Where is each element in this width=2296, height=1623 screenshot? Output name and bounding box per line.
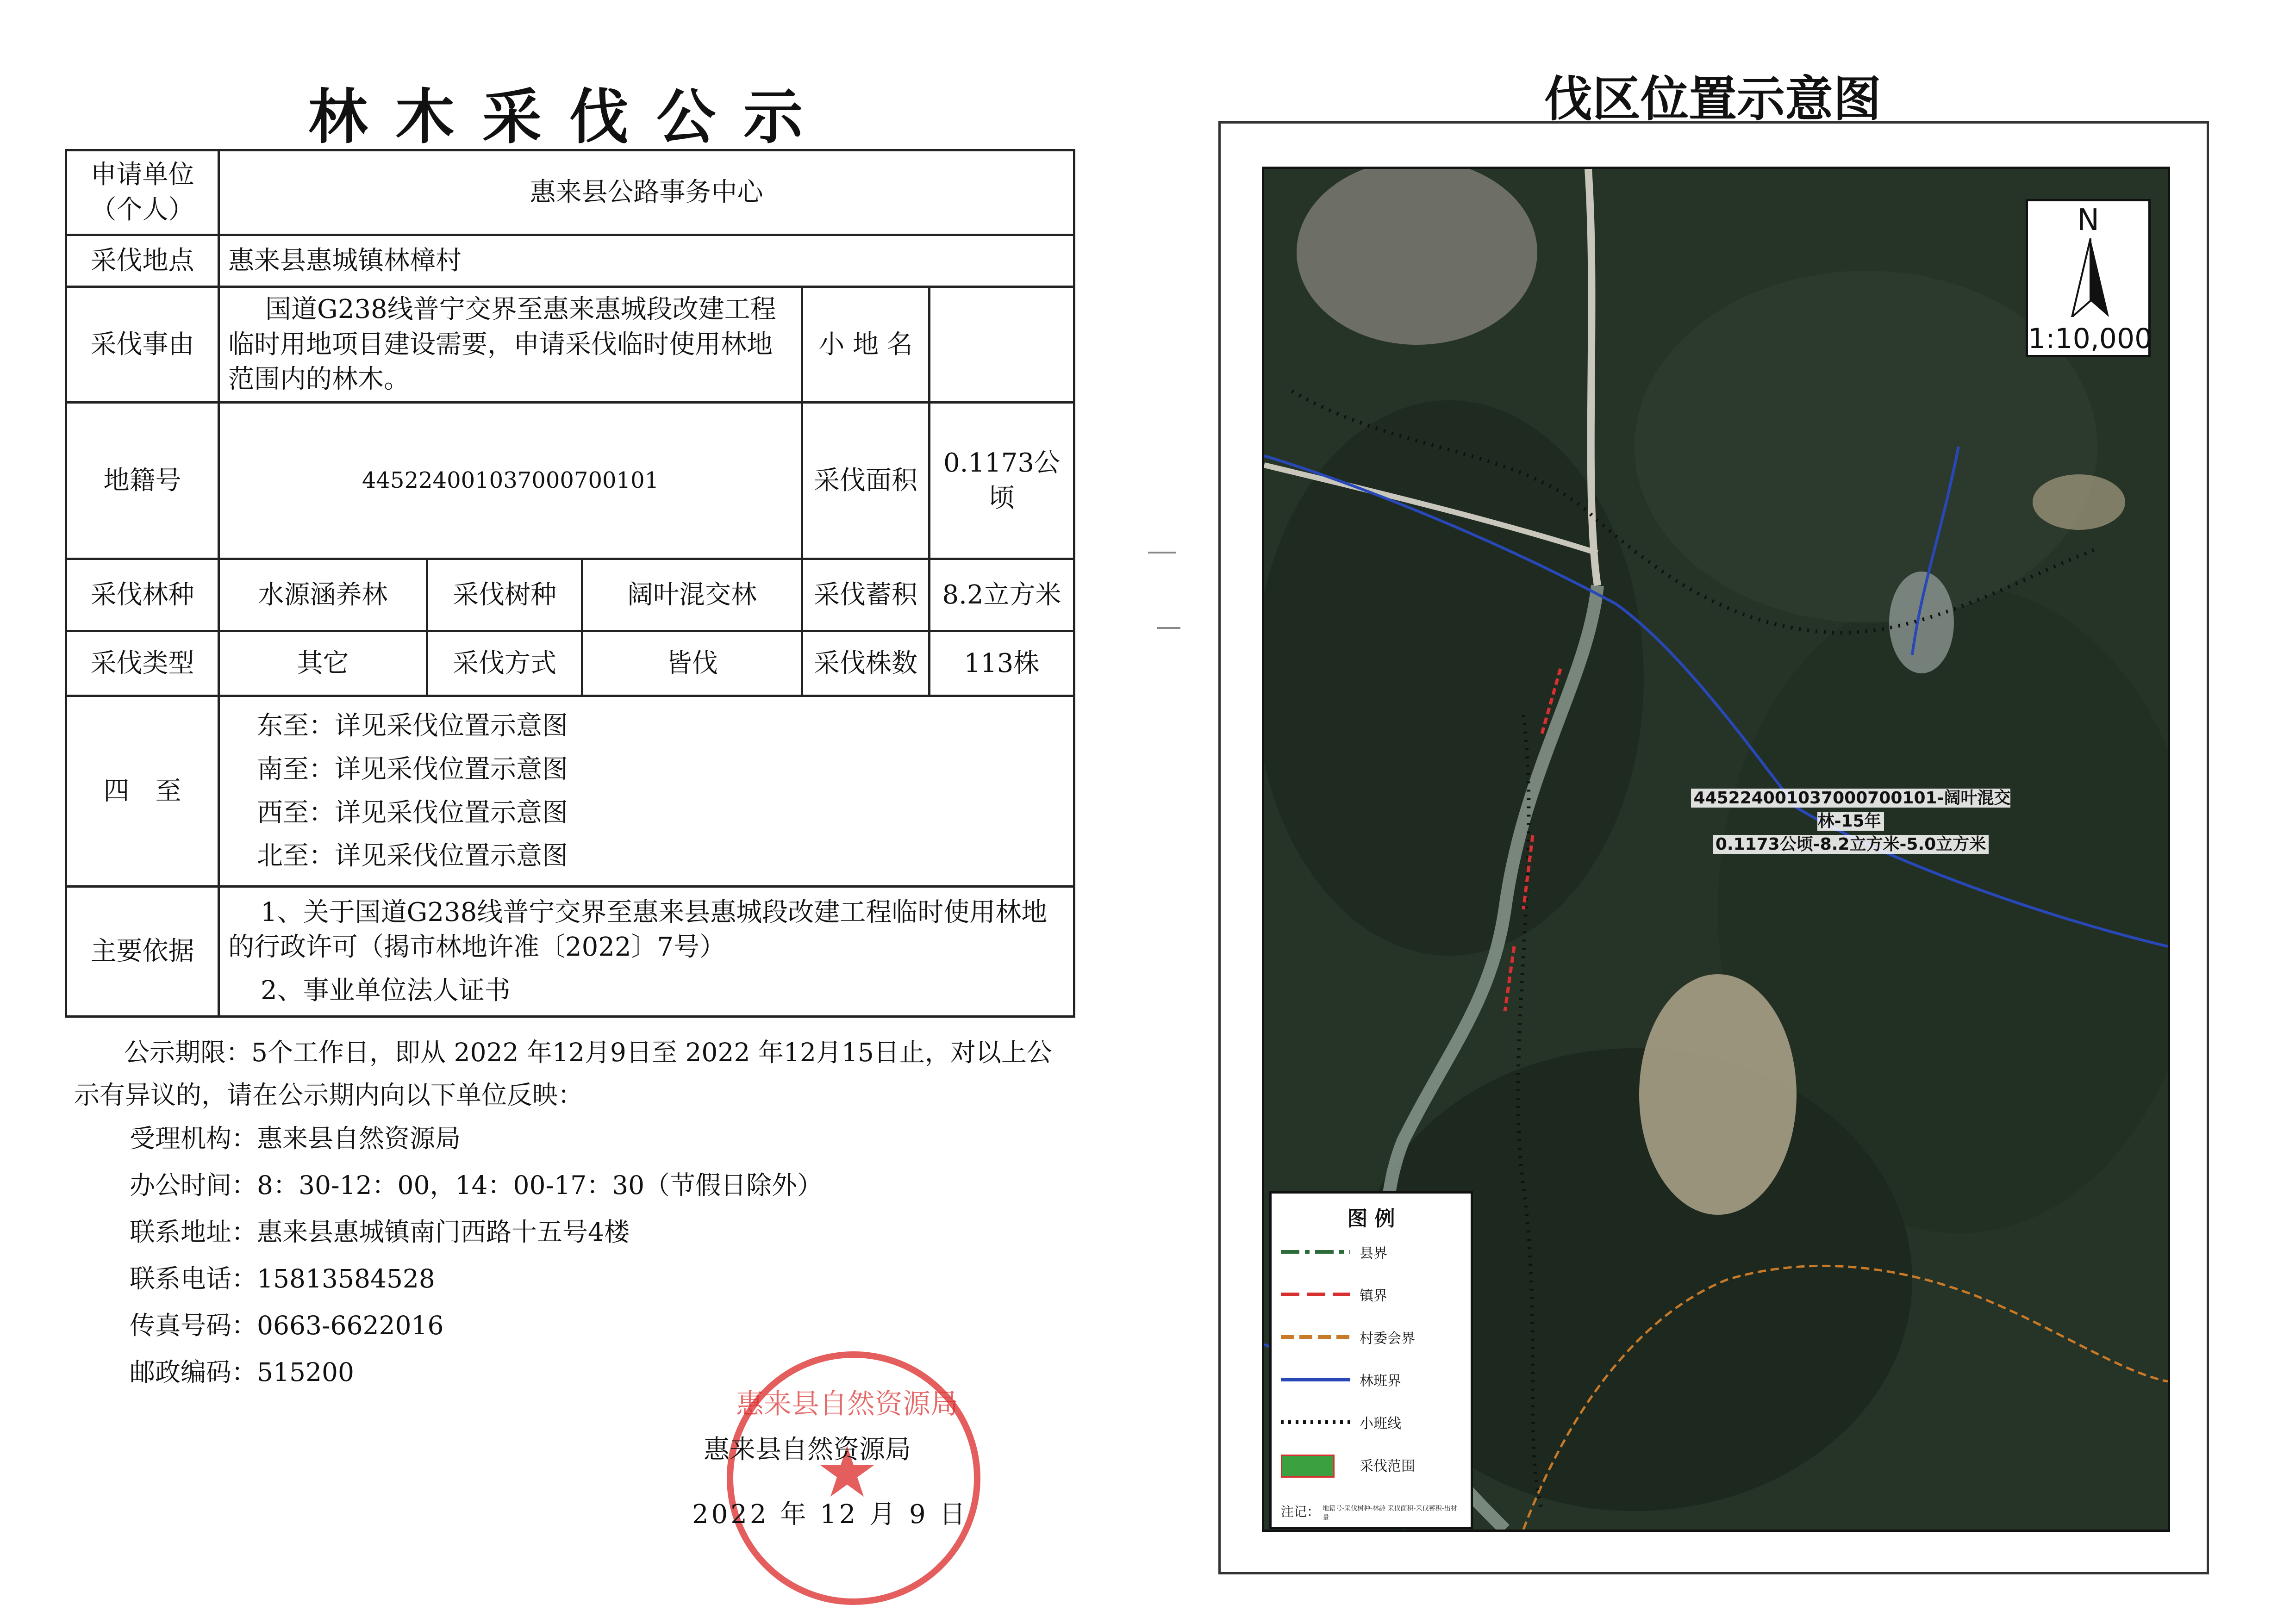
boundary-east: 东至：详见采伐位置示意图 (257, 711, 568, 741)
basis-item-2: 2、事业单位法人证书 (261, 975, 511, 1006)
scan-mark (1148, 552, 1176, 553)
legend-label-village: 村委会界 (1360, 1331, 1415, 1347)
reason-value: 国道G238线普宁交界至惠来惠城段改建工程临时用地项目建设需要，申请采伐临时使用林地范围内的林木。 (219, 287, 802, 403)
contact-address: 联系地址：惠来县惠城镇南门西路十五号4楼 (130, 1217, 630, 1247)
location-value: 惠来县惠城镇林樟村 (219, 235, 1074, 287)
legend-swatch-village (1281, 1335, 1350, 1339)
tree-type-label: 采伐树种 (427, 559, 582, 631)
parcel-annotation-line2: 0.1173公顷-8.2立方米-5.0立方米 (1713, 835, 1989, 854)
volume-value: 8.2立方米 (930, 559, 1074, 631)
legend-item-village (1281, 1325, 1466, 1348)
issuer-name: 惠来县自然资源局 (704, 1435, 911, 1465)
tree-count-label: 采伐株数 (802, 631, 930, 696)
north-label: N (2077, 203, 2099, 237)
tree-count-value: 113株 (930, 631, 1074, 696)
area-label: 采伐面积 (802, 403, 930, 559)
parcel-value: 445224001037000700101 (219, 403, 802, 559)
tree-type-value: 阔叶混交林 (582, 559, 802, 631)
legend-label-felling: 采伐范围 (1360, 1458, 1415, 1474)
cut-method-label: 采伐方式 (427, 631, 582, 696)
parcel-annotation-line1: 445224001037000700101-阔叶混交林-15年 (1691, 789, 2011, 831)
legend-swatch-town (1281, 1293, 1350, 1296)
basis-list (219, 887, 1074, 1017)
basis-item-1: 1、关于国道G238线普宁交界至惠来县惠城段改建工程临时使用林地的行政许可（揭市林地许准〔2022〕7号） (228, 897, 1048, 963)
reason-label: 采伐事由 (66, 287, 219, 403)
forest-type-value: 水源涵养林 (219, 559, 427, 631)
boundary-label: 四 至 (66, 696, 219, 887)
legend-label-town: 镇界 (1360, 1288, 1387, 1304)
boundary-west: 西至：详见采伐位置示意图 (257, 797, 568, 828)
parcel-annotation (1670, 787, 2031, 856)
map-legend (1269, 1191, 1473, 1529)
notice-table (65, 149, 1075, 1018)
legend-item-forest-class (1281, 1368, 1466, 1391)
legend-item-town (1281, 1282, 1466, 1306)
legend-swatch-forest-class (1281, 1378, 1350, 1381)
legend-label-county: 县界 (1360, 1245, 1387, 1262)
legend-title: 图 例 (1347, 1207, 1395, 1231)
notice-title: 林木采伐公示 (308, 82, 830, 152)
area-value: 0.1173公顷 (930, 403, 1074, 559)
seal-text: 惠来县自然资源局 (736, 1388, 958, 1420)
legend-swatch-county (1281, 1250, 1350, 1254)
cut-type-label: 采伐类型 (66, 631, 219, 696)
contact-phone: 联系电话：15813584528 (130, 1264, 435, 1293)
basis-label: 主要依据 (66, 887, 219, 1017)
legend-item-sub-lot (1281, 1410, 1466, 1433)
map-title: 伐区位置示意图 (1544, 70, 1881, 127)
volume-label: 采伐蓄积 (802, 559, 930, 631)
cut-method-value: 皆伐 (582, 631, 802, 696)
map-scale: 1:10,000 (2028, 323, 2152, 355)
boundary-south: 南至：详见采伐位置示意图 (257, 754, 568, 784)
legend-swatch-felling (1281, 1455, 1335, 1478)
issue-date: 2022 年 12 月 9 日 (692, 1499, 968, 1530)
contact-list (130, 1115, 823, 1396)
seal-star-icon (733, 1358, 961, 1586)
legend-label-sub-lot: 小班线 (1360, 1416, 1401, 1432)
legend-note-body: 地籍号-采伐树种-林龄 采伐面积-采伐蓄积-出材量 (1323, 1505, 1457, 1522)
period-text: 公示期限：5个工作日，即从 2022 年12月9日至 2022 年12月15日止，对以上公示有异议的，请在公示期内向以下单位反映： (74, 1038, 1052, 1110)
legend-swatch-sub-lot (1281, 1420, 1350, 1424)
boundary-north: 北至：详见采伐位置示意图 (257, 841, 568, 871)
applicant-label: 申请单位 （个人） (66, 150, 219, 235)
north-arrow-icon (2067, 238, 2114, 317)
parcel-label: 地籍号 (66, 403, 219, 559)
contact-agency: 受理机构：惠来县自然资源局 (130, 1124, 461, 1153)
applicant-value: 惠来县公路事务中心 (219, 150, 1074, 235)
cut-type-value: 其它 (219, 631, 427, 696)
small-place-value (930, 287, 1074, 403)
legend-item-county (1281, 1240, 1466, 1263)
contact-hours: 办公时间：8：30-12：00，14：00-17：30（节假日除外） (130, 1170, 823, 1200)
legend-note-label: 注记： (1281, 1504, 1320, 1519)
forest-type-label: 采伐林种 (66, 559, 219, 631)
legend-label-forest-class: 林班界 (1360, 1373, 1401, 1389)
contact-fax: 传真号码：0663-6622016 (130, 1311, 444, 1340)
small-place-label: 小 地 名 (802, 287, 930, 403)
north-arrow-box (2026, 199, 2151, 357)
official-seal (727, 1351, 980, 1605)
location-label: 采伐地点 (66, 235, 219, 287)
contact-postcode: 邮政编码：515200 (130, 1357, 354, 1387)
legend-item-felling (1281, 1453, 1466, 1480)
boundary-list (219, 696, 1074, 887)
scan-mark (1157, 627, 1180, 629)
